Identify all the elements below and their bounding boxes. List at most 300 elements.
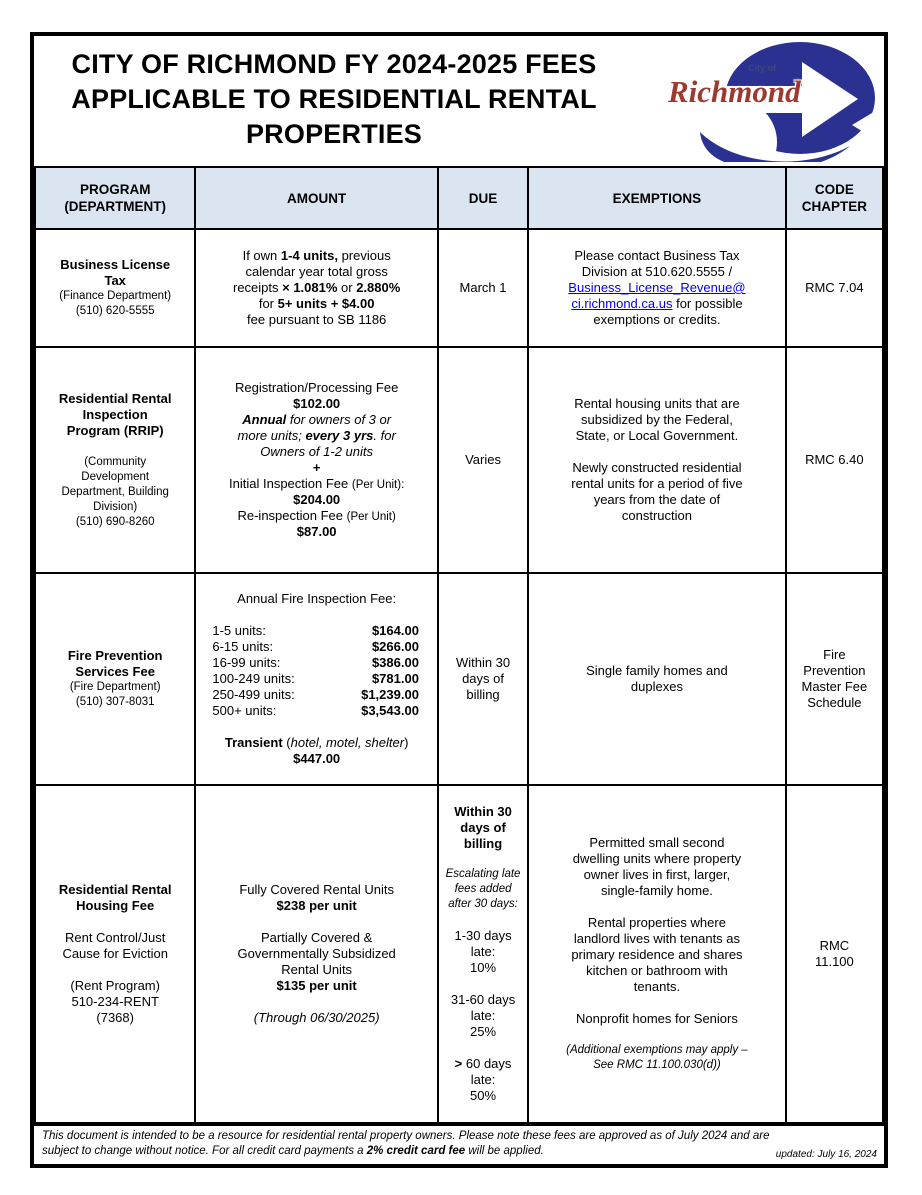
text-line [533,476,781,492]
text-span: (Per Unit): [351,479,405,491]
row-rental-housing-fee [35,785,883,1123]
text-span: (Through 06/30/2025) [253,1010,380,1025]
text-span: 2.880% [356,280,401,295]
text-span: ( [282,735,291,750]
text-line [533,963,781,979]
text-span: Within 30 [455,655,511,670]
text-line [200,264,433,280]
col-header-program [35,167,195,229]
text-span: Business License [60,257,171,272]
text-span: (Rent Program) [70,978,160,993]
cell-program [35,229,195,347]
text-line [791,663,878,679]
text-line [40,946,190,962]
text-span: Permitted small second [589,835,725,850]
text-line [200,623,433,639]
text-line [40,304,190,319]
text-line [443,190,523,207]
text-span: $204.00 [293,492,341,507]
row-business-license-tax [35,229,883,347]
text-line [443,687,523,703]
text-line [200,460,433,476]
text-span: PROGRAM [79,182,151,197]
text-line [200,396,433,412]
text-line [200,962,433,978]
text-span: RMC 6.40 [805,452,864,467]
text-span: rental units for a period of five [571,476,743,491]
text-line [40,664,190,680]
text-span: $135 per unit [276,978,357,993]
text-line [443,852,523,867]
fee-tier-value: $781.00 [371,671,419,686]
text-line [533,931,781,947]
text-line [200,591,433,607]
text-span: Tax [104,273,126,288]
text-line [533,947,781,963]
text-span: $102.00 [293,396,341,411]
cell-exemptions [528,347,786,573]
text-line [200,946,433,962]
col-header-amount [195,167,438,229]
text-line [791,695,878,711]
text-span: State, or Local Government. [575,428,739,443]
text-line [40,407,190,423]
text-line [443,867,523,882]
text-span: years from the date of [593,492,721,507]
text-line [443,836,523,852]
text-span: CHAPTER [801,199,867,214]
text-span: Governmentally Subsidized [237,946,396,961]
text-line [42,1129,788,1159]
text-span: $238 per unit [276,898,357,913]
cell-amount [195,229,438,347]
text-line [443,960,523,976]
text-span: (510) 307-8031 [75,696,155,708]
text-line [443,992,523,1008]
text-span: late: [470,1072,496,1087]
text-span: Housing Fee [76,898,155,913]
text-span: Services Fee [75,664,155,679]
text-line [40,198,190,215]
text-line [533,1027,781,1043]
text-span: 2% credit card fee [366,1145,466,1157]
col-header-due [438,167,528,229]
text-span: (7368) [96,1010,134,1025]
fee-tier-label: 250-499 units: [212,687,295,702]
col-header-code-chapter [786,167,883,229]
text-line [443,1040,523,1056]
text-line [443,928,523,944]
text-span: hotel, motel, shelter [290,735,405,750]
text-span: Fire Prevention [67,648,163,663]
text-span: This document is intended to be a resource for residential rental property owners. Please note these fees are approved as of July 2024 and are subject to change without notice. For all credit card payments a [42,1130,770,1157]
cell-due [438,347,528,573]
text-span: Nonprofit homes for Seniors [576,1011,738,1026]
cell-code-chapter [786,229,883,347]
text-line [533,412,781,428]
fee-tier-label: 6-15 units: [212,639,274,654]
text-span: × 1.081% [282,280,338,295]
text-span: 5+ units + $4.00 [277,296,375,311]
text-span: fees added [454,883,512,895]
text-line [200,248,433,264]
text-line [200,930,433,946]
text-line [533,264,781,280]
text-line [200,639,433,655]
text-span: Transient [224,735,283,750]
cell-program [35,573,195,785]
footer [34,1124,884,1164]
text-line [40,257,190,273]
cell-due [438,785,528,1123]
text-span: (Additional exemptions may apply – [566,1044,748,1056]
text-span: or [337,280,357,295]
text-span: $87.00 [296,524,337,539]
cell-amount [195,573,438,785]
text-span: Inspection [82,406,148,422]
text-span: billing [463,836,503,851]
text-line [533,460,781,476]
text-span: Fully Covered Rental Units [239,882,394,897]
text-line [40,930,190,946]
text-span: billing [466,687,500,702]
text-line [533,979,781,995]
text-line [533,492,781,508]
text-line [443,882,523,897]
text-span: Rental housing units that are [574,396,740,411]
cell-due [438,573,528,785]
cell-code-chapter [786,347,883,573]
text-line [40,423,190,439]
title-line-1: CITY OF RICHMOND FY 2024-2025 FEES [71,49,597,79]
text-span: Please contact Business Tax [574,248,740,263]
text-span: 25% [470,1024,497,1039]
text-span: 11.100 [814,954,854,969]
text-line [200,476,433,492]
text-line [533,835,781,851]
cell-amount [195,347,438,573]
text-span: after 30 days: [448,898,518,910]
cell-amount [195,785,438,1123]
text-line [443,671,523,687]
text-line [40,898,190,914]
text-line [443,804,523,820]
text-line [443,452,523,468]
text-span: fee pursuant to SB 1186 [247,312,387,327]
text-span: Schedule [807,695,862,710]
text-span: CODE [814,182,854,197]
text-span: will be applied. [465,1145,544,1157]
text-line [443,1056,523,1072]
text-line [40,485,190,500]
cell-code-chapter [786,573,883,785]
city-of-richmond-logo [660,40,878,162]
text-line [40,994,190,1010]
text-span: landlord lives with tenants as [573,931,741,946]
footnote-text [42,1129,788,1159]
text-span: EXEMPTIONS [612,190,702,206]
text-line [443,897,523,912]
fee-tier-label: 16-99 units: [212,655,281,670]
text-line [443,976,523,992]
text-line [533,444,781,460]
updated-date: updated: July 16, 2024 [775,1149,877,1160]
text-line [200,898,433,914]
text-span: Residential Rental [58,390,172,406]
text-line [533,899,781,915]
text-line [200,412,433,428]
text-span: Prevention [803,663,866,678]
text-line [40,500,190,515]
text-span: + [312,460,321,475]
text-span: tenants. [633,979,681,994]
text-line [200,703,433,719]
text-line [40,962,190,978]
text-line [533,1043,781,1058]
text-span: for owners of 3 or [286,412,392,427]
text-span: Rent Control/Just [64,930,166,945]
text-span: Annual [242,412,287,427]
row-rrip [35,347,883,573]
text-line [443,280,523,296]
text-line [40,391,190,407]
text-span: Development [81,470,150,483]
text-span: Within 30 [454,804,512,819]
text-span: Partially Covered & [261,930,373,945]
text-line [791,954,878,970]
text-span: (510) 690-8260 [75,515,155,528]
text-line [533,296,781,312]
text-span: late: [470,944,496,959]
text-span: 1-4 units, [280,248,338,263]
text-span: Initial Inspection Fee [229,476,352,491]
text-line [200,882,433,898]
text-span: every 3 yrs [305,428,374,443]
cell-program [35,785,195,1123]
row-fire-prevention [35,573,883,785]
text-span: exemptions or credits. [593,312,721,327]
text-line [443,1024,523,1040]
text-span: 60 days [465,1056,512,1071]
page-title [34,36,634,152]
text-span: owner lives in first, larger, [583,867,731,882]
text-line [200,312,433,328]
text-span: RMC [819,938,850,953]
fee-tier-label: 500+ units: [212,703,277,718]
text-line [533,248,781,264]
text-line [200,607,433,623]
text-line [533,663,781,679]
text-span: Fire [823,647,846,662]
text-span: previous [337,248,391,263]
fee-tier-value: $3,543.00 [361,703,419,718]
cell-exemptions [528,229,786,347]
text-line [40,914,190,930]
text-line [791,181,878,198]
text-span: Residential Rental [58,882,172,897]
text-line [40,289,190,304]
text-line [200,380,433,396]
text-span: days of [462,671,504,686]
text-line [533,508,781,524]
text-line [40,273,190,289]
text-line [791,679,878,695]
text-line [533,679,781,695]
text-span: Rental properties where [587,915,726,930]
text-span: (Community [84,455,147,468]
fee-tier-value: $266.00 [371,639,419,654]
text-line [40,455,190,470]
text-line [40,648,190,664]
cell-code-chapter [786,785,883,1123]
text-span: Owners of 1-2 units [260,444,374,459]
text-line [200,508,433,524]
text-line [40,515,190,530]
text-line [40,680,190,695]
text-span: (DEPARTMENT) [64,199,167,214]
text-span: If own [242,248,281,263]
text-line [200,492,433,508]
text-line [200,914,433,930]
cell-exemptions [528,573,786,785]
email-link[interactable]: ci.richmond.ca.us [571,296,673,311]
text-line [40,470,190,485]
text-span: Master Fee [801,679,868,694]
text-span: Division) [93,500,138,513]
text-line [200,687,433,703]
text-span: Single family homes and [586,663,728,678]
text-span: Escalating late [445,868,521,880]
text-line [443,912,523,928]
cell-due [438,229,528,347]
logo-richmond-text: Richmond [668,74,801,109]
text-line [40,882,190,898]
text-line [200,190,433,207]
text-span: Varies [465,452,501,467]
text-span: 10% [470,960,497,975]
text-line [200,1010,433,1026]
text-line [40,695,190,710]
text-line [200,428,433,444]
text-line [443,1072,523,1088]
title-line-2: APPLICABLE TO RESIDENTIAL RENTAL [71,84,597,114]
text-line [533,428,781,444]
text-span: dwelling units where property [572,851,742,866]
text-span: late: [470,1008,496,1023]
text-span: receipts [232,280,283,295]
text-line [533,1011,781,1027]
text-span: March 1 [459,280,507,295]
text-line [533,867,781,883]
text-line [533,1058,781,1073]
text-span: (510) 620-5555 [75,305,155,317]
text-span: 50% [470,1088,497,1103]
text-span: Division at 510.620.5555 / [581,264,733,279]
text-span: subsidized by the Federal, [581,412,733,427]
text-line [791,280,878,296]
text-span: > [454,1056,466,1071]
text-line [200,735,433,751]
cell-program [35,347,195,573]
text-span: calendar year total gross [245,264,388,279]
text-line [533,883,781,899]
text-span: ) [404,735,409,750]
text-line [791,938,878,954]
text-span: more units; [237,428,306,443]
text-span: AMOUNT [287,190,347,206]
text-line [200,671,433,687]
email-link[interactable]: Business_License_Revenue@ [568,280,746,295]
text-line [443,1008,523,1024]
text-line [791,647,878,663]
fee-tier-label: 100-249 units: [212,671,295,686]
text-line [40,439,190,455]
text-span: RMC 7.04 [805,280,864,295]
text-span: construction [621,508,692,523]
text-line [40,181,190,198]
text-line [200,978,433,994]
text-span: single-family home. [600,883,713,898]
text-line [200,994,433,1010]
text-line [443,944,523,960]
text-line [200,296,433,312]
text-span: 31-60 days [450,992,516,1007]
logo-city-of-text: City of [748,63,776,73]
fees-table [34,166,884,1124]
document-page [30,32,888,1168]
text-line [533,280,781,296]
text-span: DUE [468,190,498,206]
text-line [200,719,433,735]
text-line [40,1010,190,1026]
text-line [443,820,523,836]
text-line [200,444,433,460]
text-span: (Finance Department) [59,290,172,302]
text-span: Re-inspection Fee [237,508,347,523]
text-line [443,1088,523,1104]
text-span: . for [373,428,396,443]
text-line [200,280,433,296]
text-span: Newly constructed residential [572,460,742,475]
text-span: Cause for Eviction [62,946,168,961]
text-line [533,915,781,931]
fee-tier-value: $386.00 [371,655,419,670]
text-line [533,851,781,867]
fee-tier-value: $164.00 [371,623,419,638]
col-header-exemptions [528,167,786,229]
text-span: primary residence and shares [571,947,743,962]
text-line [40,978,190,994]
text-span: days of [460,820,506,835]
text-span: Registration/Processing Fee [235,380,399,395]
cell-exemptions [528,785,786,1123]
text-span: (Per Unit) [346,511,396,523]
text-span: kitchen or bathroom with [586,963,728,978]
text-line [200,751,433,767]
text-line [200,655,433,671]
text-span: $447.00 [293,751,341,766]
header-row [35,167,883,229]
text-line [200,524,433,540]
title-line-3: PROPERTIES [245,119,423,149]
text-span: Rental Units [281,962,353,977]
fee-tier-label: 1-5 units: [212,623,266,638]
text-span: (Fire Department) [69,681,161,693]
text-span: for [258,296,278,311]
fee-tier-value: $1,239.00 [361,687,419,702]
text-span: 510-234-RENT [71,994,159,1009]
text-line [533,995,781,1011]
